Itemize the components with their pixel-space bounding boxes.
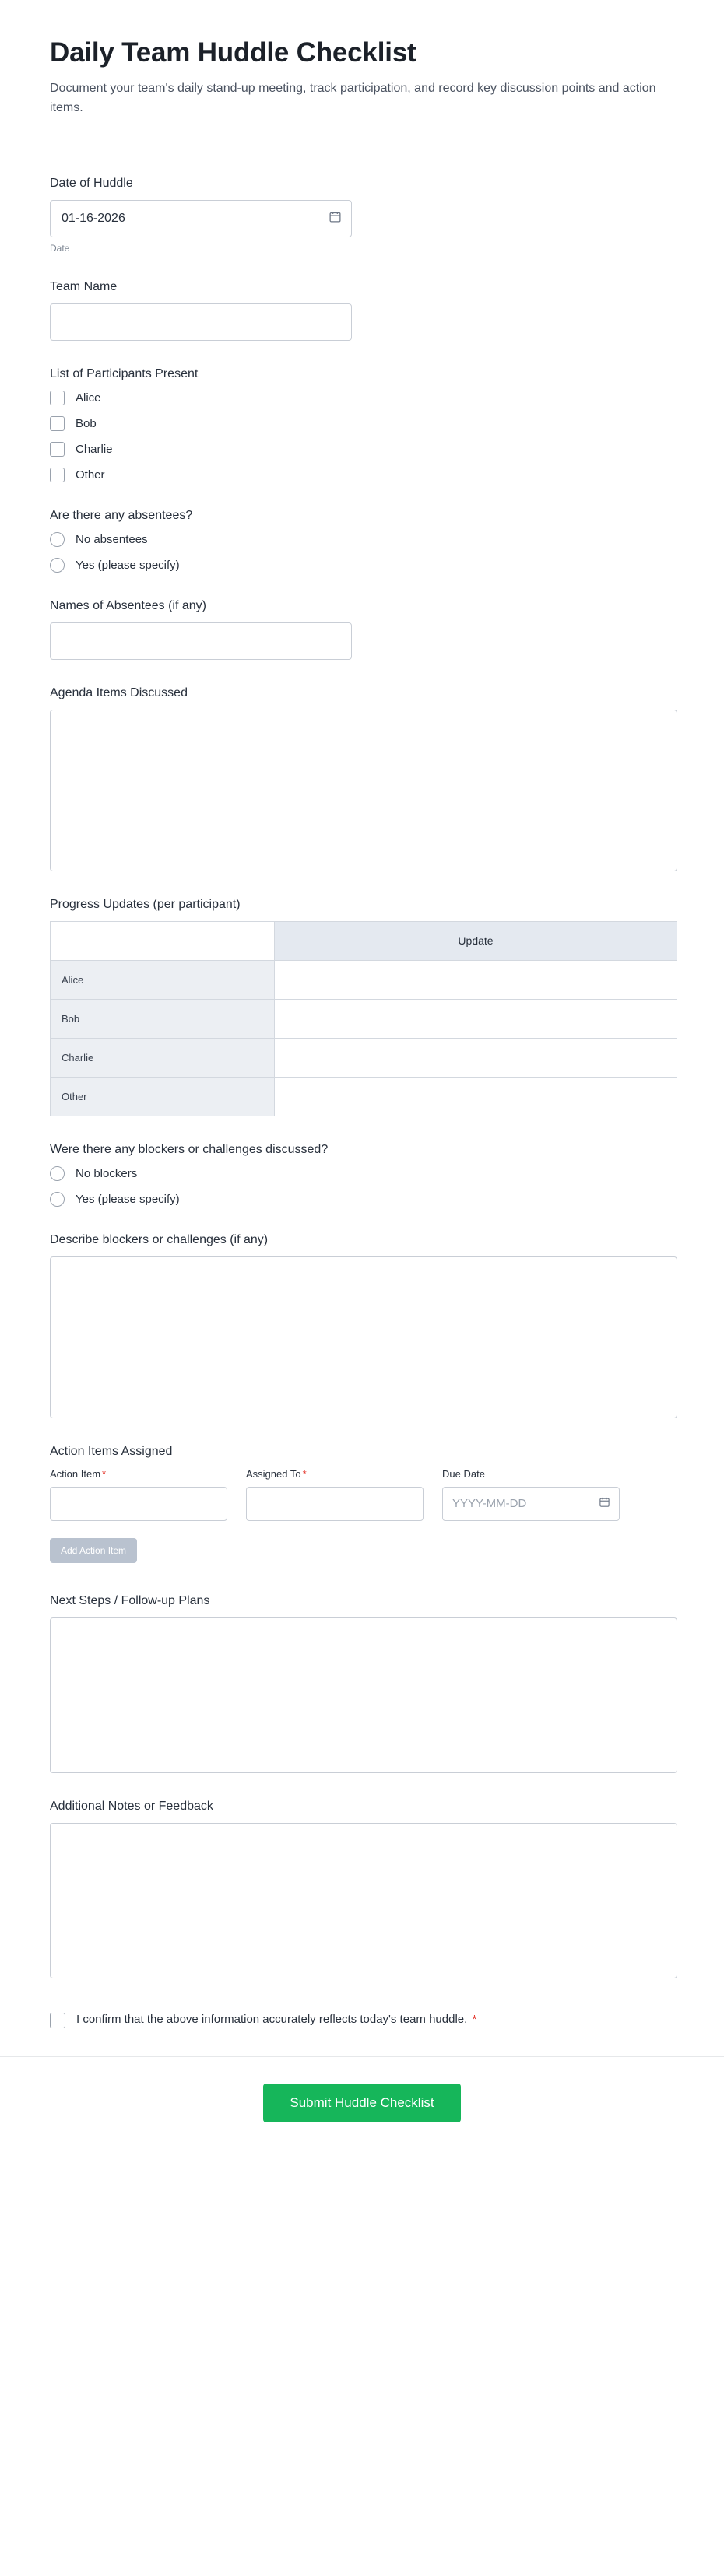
table-cell-update[interactable] [275, 999, 677, 1038]
table-row [51, 1038, 677, 1077]
participants-label: List of Participants Present [50, 366, 199, 380]
table-row-header: Other [51, 1077, 275, 1116]
form-header [0, 0, 724, 145]
due-date-input[interactable] [442, 1487, 620, 1521]
additional-notes-label: Additional Notes or Feedback [50, 1799, 213, 1813]
action-item-input[interactable] [50, 1487, 227, 1521]
field-progress-updates [50, 898, 674, 1116]
checkbox-icon[interactable] [50, 2013, 65, 2028]
page-title: Daily Team Huddle Checklist [50, 37, 416, 68]
required-mark: * [302, 1467, 307, 1480]
team-name-input[interactable] [50, 303, 352, 341]
table-row [51, 999, 677, 1038]
agenda-items-textarea[interactable] [50, 710, 677, 871]
blockers-option-label: No blockers [76, 1166, 138, 1180]
field-action-items [50, 1445, 674, 1563]
action-item-column-label: Action Item * [50, 1467, 107, 1480]
table-cell-update[interactable] [275, 1038, 677, 1077]
absentees-option-yes[interactable] [50, 558, 674, 573]
participant-label: Bob [76, 416, 97, 430]
progress-updates-label: Progress Updates (per participant) [50, 897, 241, 911]
radio-icon[interactable] [50, 558, 65, 573]
radio-icon[interactable] [50, 1166, 65, 1181]
table-row-header: Bob [51, 999, 275, 1038]
table-row-header: Alice [51, 960, 275, 999]
field-blockers-question [50, 1143, 674, 1207]
participant-option-alice[interactable] [50, 391, 674, 405]
team-name-label: Team Name [50, 279, 118, 293]
absentees-question-label: Are there any absentees? [50, 508, 193, 522]
agenda-items-label: Agenda Items Discussed [50, 685, 188, 699]
checkbox-icon[interactable] [50, 468, 65, 482]
checkbox-icon[interactable] [50, 416, 65, 431]
action-items-grid [50, 1468, 674, 1521]
field-absentee-names [50, 599, 674, 660]
due-date-column-label: Due Date [442, 1467, 485, 1480]
table-row-header: Charlie [51, 1038, 275, 1077]
required-mark: * [472, 2012, 477, 2026]
next-steps-label: Next Steps / Follow-up Plans [50, 1593, 210, 1607]
assigned-to-input[interactable] [246, 1487, 424, 1521]
confirmation-text: I confirm that the above information accurately reflects today's team huddle. * [76, 2012, 477, 2026]
submit-button[interactable]: Submit Huddle Checklist [263, 2084, 460, 2122]
action-items-label: Action Items Assigned [50, 1444, 173, 1458]
blockers-option-no[interactable] [50, 1166, 674, 1181]
field-additional-notes [50, 1800, 674, 1978]
table-cell-update[interactable] [275, 960, 677, 999]
blockers-describe-textarea[interactable] [50, 1256, 677, 1418]
assigned-to-column [246, 1468, 424, 1521]
participant-option-other[interactable] [50, 468, 674, 482]
participant-label: Charlie [76, 442, 113, 456]
due-date-column [442, 1468, 620, 1521]
table-corner-cell [51, 921, 275, 960]
checkbox-icon[interactable] [50, 391, 65, 405]
participant-option-charlie[interactable] [50, 442, 674, 457]
blockers-describe-label: Describe blockers or challenges (if any) [50, 1232, 269, 1246]
field-agenda-items [50, 686, 674, 871]
table-row [51, 1077, 677, 1116]
participant-option-bob[interactable] [50, 416, 674, 431]
action-item-column [50, 1468, 227, 1521]
field-date-of-huddle [50, 177, 674, 254]
table-header-row [51, 921, 677, 960]
page-subtitle: Document your team's daily stand-up meeting, track participation, and record key discussion points and action items. [50, 82, 656, 114]
calendar-icon [599, 1496, 610, 1512]
field-participants [50, 367, 674, 482]
table-column-header-update: Update [275, 921, 677, 960]
date-of-huddle-input-wrapper [50, 200, 352, 237]
checkbox-icon[interactable] [50, 442, 65, 457]
absentee-names-label: Names of Absentees (if any) [50, 598, 206, 612]
absentee-names-input[interactable] [50, 622, 352, 660]
required-mark: * [102, 1467, 107, 1480]
radio-icon[interactable] [50, 1192, 65, 1207]
field-absentees-question [50, 509, 674, 573]
field-next-steps [50, 1594, 674, 1773]
form-footer [0, 2056, 724, 2157]
table-row [51, 960, 677, 999]
add-action-item-button[interactable]: Add Action Item [50, 1538, 137, 1563]
table-cell-update[interactable] [275, 1077, 677, 1116]
date-of-huddle-hint: Date [50, 242, 70, 254]
due-date-input-wrapper [442, 1487, 620, 1521]
next-steps-textarea[interactable] [50, 1617, 677, 1773]
radio-icon[interactable] [50, 532, 65, 547]
progress-updates-table [50, 921, 677, 1116]
blockers-option-label: Yes (please specify) [76, 1192, 180, 1206]
participant-label: Alice [76, 391, 101, 405]
blockers-option-yes[interactable] [50, 1192, 674, 1207]
confirmation-row[interactable] [50, 2011, 674, 2029]
field-team-name [50, 280, 674, 341]
additional-notes-textarea[interactable] [50, 1823, 677, 1978]
date-of-huddle-label: Date of Huddle [50, 176, 133, 190]
absentees-option-no[interactable] [50, 532, 674, 547]
field-blockers-describe [50, 1233, 674, 1418]
absentees-option-label: Yes (please specify) [76, 558, 180, 572]
blockers-question-label: Were there any blockers or challenges discussed? [50, 1142, 329, 1156]
date-of-huddle-input[interactable] [50, 200, 352, 237]
absentees-option-label: No absentees [76, 532, 148, 546]
form-body [0, 145, 724, 2057]
assigned-to-column-label: Assigned To * [246, 1467, 307, 1480]
participant-label: Other [76, 468, 105, 482]
